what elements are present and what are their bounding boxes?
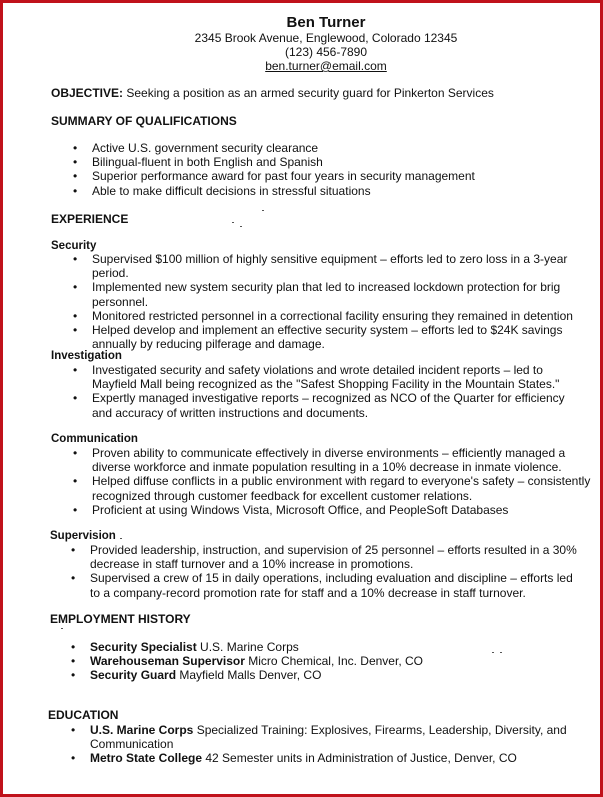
scan-speck	[61, 628, 63, 629]
resume-header	[0, 14, 603, 73]
address: 2345 Brook Avenue, Englewood, Colorado 12345	[194, 31, 458, 45]
investigation-list	[73, 363, 584, 420]
list-item: • Monitored restricted personnel in a correctional facility ensuring they remained in detention	[73, 308, 573, 323]
bullet-icon: •	[73, 280, 78, 295]
bullet-icon: •	[73, 391, 78, 406]
list-item: • Security Guard Mayfield Malls Denver, CO	[71, 668, 322, 683]
summary-list	[73, 141, 562, 198]
email-link[interactable]: ben.turner@email.com	[265, 59, 387, 73]
list-item: • Investigated security and safety violations and wrote detailed incident reports – led to Mayfield Mall being recognized as the "Safest Shopping Facility in the Mountain States."	[73, 363, 560, 392]
bullet-icon: •	[73, 363, 78, 377]
bullet-icon: •	[71, 654, 76, 669]
section-title-supervision: Supervision	[50, 530, 116, 542]
bullet-icon: •	[73, 252, 78, 266]
bullet-icon: •	[73, 502, 78, 517]
bullet-icon: •	[71, 640, 76, 654]
employment-list	[71, 640, 570, 683]
list-item: • Proven ability to communicate effectively in diverse environments – efficiently managed a diverse workforce and inmate population resulting in a 10% decrease in inmate violence.	[73, 446, 566, 475]
employment-heading: EMPLOYMENT HISTORY	[50, 612, 191, 626]
list-item: • Active U.S. government security clearance	[73, 141, 319, 155]
list-item: • Supervised $100 million of highly sensitive equipment – efforts led to zero loss in a 3-year period.	[73, 252, 568, 281]
summary-heading: SUMMARY OF QUALIFICATIONS	[51, 114, 237, 128]
bullet-icon: •	[73, 446, 78, 460]
objective-label: OBJECTIVE:	[51, 86, 124, 100]
scan-speck	[500, 652, 502, 653]
bullet-icon: •	[73, 169, 78, 184]
scan-speck	[492, 652, 494, 653]
scan-speck	[262, 210, 264, 211]
list-item: • Warehouseman Supervisor Micro Chemical, Inc. Denver, CO	[71, 654, 423, 669]
list-item: • Superior performance award for past four years in security management	[73, 169, 475, 184]
list-item: • Implemented new system security plan that led to increased lockdown protection for brig personnel.	[73, 280, 561, 309]
list-item: • Security Specialist U.S. Marine Corps	[71, 640, 299, 654]
bullet-icon: •	[71, 723, 76, 737]
list-item: • Able to make difficult decisions in stressful situations	[73, 183, 371, 198]
phone: (123) 456-7890	[284, 45, 368, 59]
list-item: • Helped develop and implement an effective security system – efforts led to $24K savings annually by reducing pilferage and damage.	[73, 323, 563, 352]
communication-list	[73, 446, 592, 517]
bullet-icon: •	[73, 323, 78, 338]
bullet-icon: •	[71, 543, 76, 557]
list-item: • Bilingual-fluent in both English and Spanish	[73, 155, 323, 170]
security-list	[73, 252, 592, 352]
bullet-icon: •	[73, 141, 78, 155]
scan-speck	[232, 222, 234, 223]
bullet-icon: •	[73, 474, 78, 489]
education-list	[71, 723, 570, 766]
bullet-icon: •	[73, 183, 78, 198]
candidate-name: Ben Turner	[286, 14, 366, 31]
scan-speck	[240, 226, 242, 227]
scan-speck	[120, 538, 122, 539]
section-title-investigation: Investigation	[51, 350, 122, 362]
experience-heading: EXPERIENCE	[51, 212, 129, 226]
list-item: • Supervised a crew of 15 in daily operations, including evaluation and discipline – efforts led to a company-record promotion rate for staff and a 10% decrease in staff turnover.	[71, 571, 573, 600]
bullet-icon: •	[73, 308, 78, 323]
list-item: • U.S. Marine Corps Specialized Training: Explosives, Firearms, Leadership, Diversity, and Communication	[71, 723, 567, 752]
list-item: • Proficient at using Windows Vista, Microsoft Office, and PeopleSoft Databases	[73, 502, 509, 517]
list-item: • Helped diffuse conflicts in a public environment with regard to everyone's safety – consistently recognized through customer feedback for excellent customer relations.	[73, 474, 591, 503]
objective	[51, 86, 494, 100]
section-title-security: Security	[51, 240, 97, 252]
bullet-icon: •	[73, 155, 78, 170]
bullet-icon: •	[71, 571, 76, 586]
section-title-communication: Communication	[51, 433, 138, 445]
supervision-list	[71, 543, 585, 600]
bullet-icon: •	[71, 668, 76, 683]
objective-text: Seeking a position as an armed security guard for Pinkerton Services	[123, 86, 494, 100]
list-item: • Metro State College 42 Semester units in Administration of Justice, Denver, CO	[71, 751, 517, 766]
education-heading: EDUCATION	[48, 708, 119, 722]
bullet-icon: •	[71, 751, 76, 766]
list-item: • Provided leadership, instruction, and supervision of 25 personnel – efforts resulted in a 30% decrease in staff turnover and a 10% increase in promotions.	[71, 543, 577, 572]
list-item: • Expertly managed investigative reports – recognized as NCO of the Quarter for efficiency and accuracy of written instructions and documents.	[73, 391, 565, 420]
